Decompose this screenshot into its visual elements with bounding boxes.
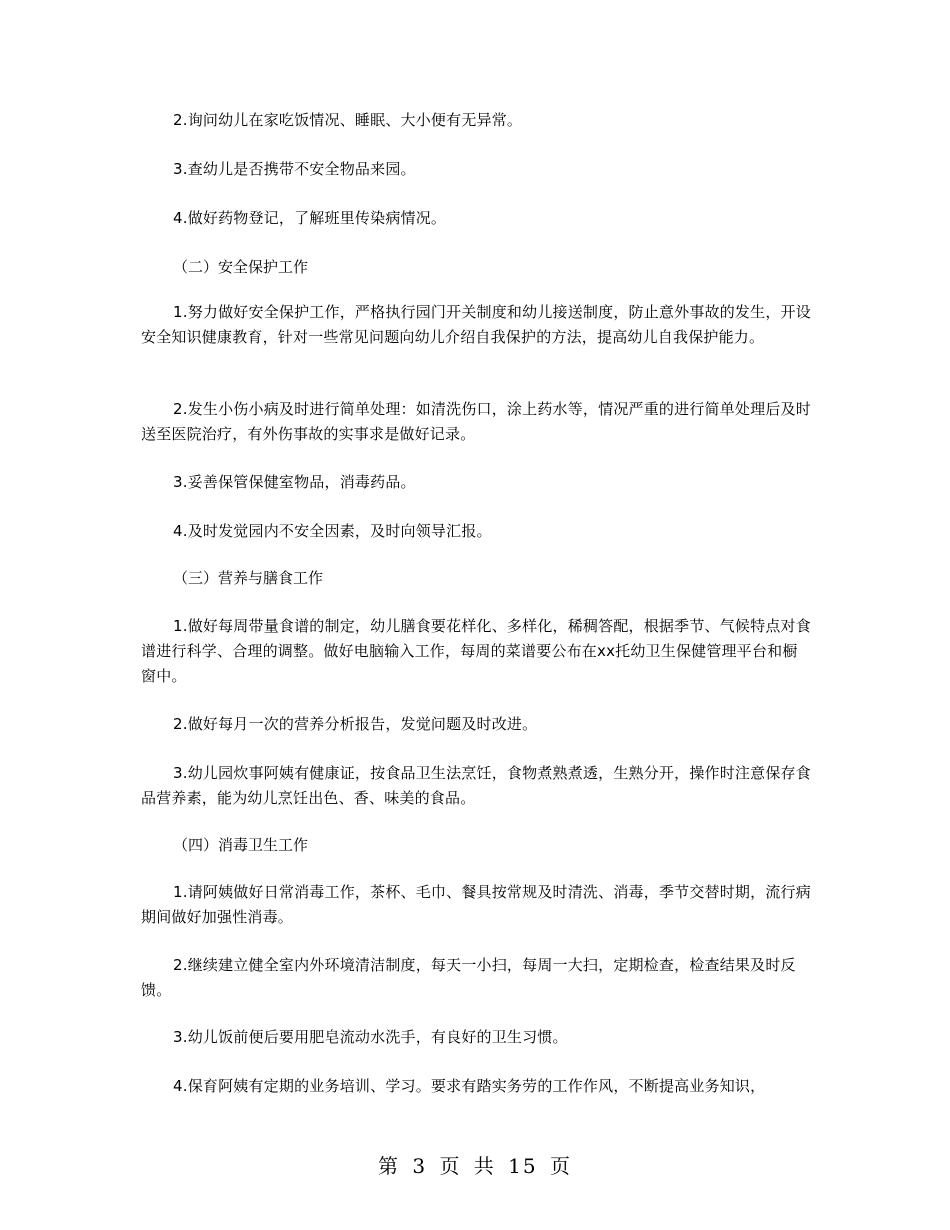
paragraph-safety-3: 3.妥善保管保健室物品，消毒药品。	[173, 473, 416, 491]
page-number-footer: 第 3 页 共 15 页	[378, 1154, 572, 1178]
paragraph-daily-check-4: 4.做好药物登记，了解班里传染病情况。	[173, 209, 447, 227]
paragraph-nutrition-1: 1.做好每周带量食谱的制定，幼儿膳食要花样化、多样化，稀稠答配，根据季节、气候特点对食谱进行科学、合理的调整。做好电脑输入工作，每周的菜谱要公布在xx托幼卫生保健管理平台和橱窗中。	[141, 617, 811, 685]
section-heading-nutrition: （三）营养与膳食工作	[173, 569, 324, 587]
paragraph-nutrition-3: 3.幼儿园炊事阿姨有健康证，按食品卫生法烹饪，食物煮熟煮透，生熟分开，操作时注意保存食品营养素，能为幼儿烹饪出色、香、味美的食品。	[141, 764, 811, 807]
paragraph-daily-check-3: 3.查幼儿是否携带不安全物品来园。	[173, 160, 416, 178]
section-heading-disinfection: （四）消毒卫生工作	[173, 836, 309, 854]
paragraph-safety-4: 4.及时发觉园内不安全因素，及时向领导汇报。	[173, 522, 492, 540]
paragraph-disinfection-1: 1.请阿姨做好日常消毒工作，茶杯、毛巾、餐具按常规及时清洗、消毒，季节交替时期，流行病期间做好加强性消毒。	[141, 883, 811, 926]
paragraph-daily-check-2: 2.询问幼儿在家吃饭情况、睡眠、大小便有无异常。	[173, 111, 523, 129]
paragraph-disinfection-4: 4.保育阿姨有定期的业务培训、学习。要求有踏实务劳的工作作风，不断提高业务知识，	[173, 1077, 766, 1095]
paragraph-disinfection-2: 2.继续建立健全室内外环境清洁制度，每天一小扫，每周一大扫，定期检查，检查结果及时反馈。	[141, 956, 796, 999]
section-heading-safety: （二）安全保护工作	[173, 258, 309, 276]
paragraph-disinfection-3: 3.幼儿饭前便后要用肥皂流动水洗手，有良好的卫生习惯。	[173, 1028, 568, 1046]
paragraph-nutrition-2: 2.做好每月一次的营养分析报告，发觉问题及时改进。	[173, 715, 538, 733]
paragraph-safety-2: 2.发生小伤小病及时进行简单处理：如清洗伤口，涂上药水等，情况严重的进行简单处理后及时送至医院治疗，有外伤事故的实事求是做好记录。	[141, 400, 811, 443]
paragraph-safety-1: 1.努力做好安全保护工作，严格执行园门开关制度和幼儿接送制度，防止意外事故的发生，开设安全知识健康教育，针对一些常见问题向幼儿介绍自我保护的方法，提高幼儿自我保护能力。	[141, 303, 811, 346]
